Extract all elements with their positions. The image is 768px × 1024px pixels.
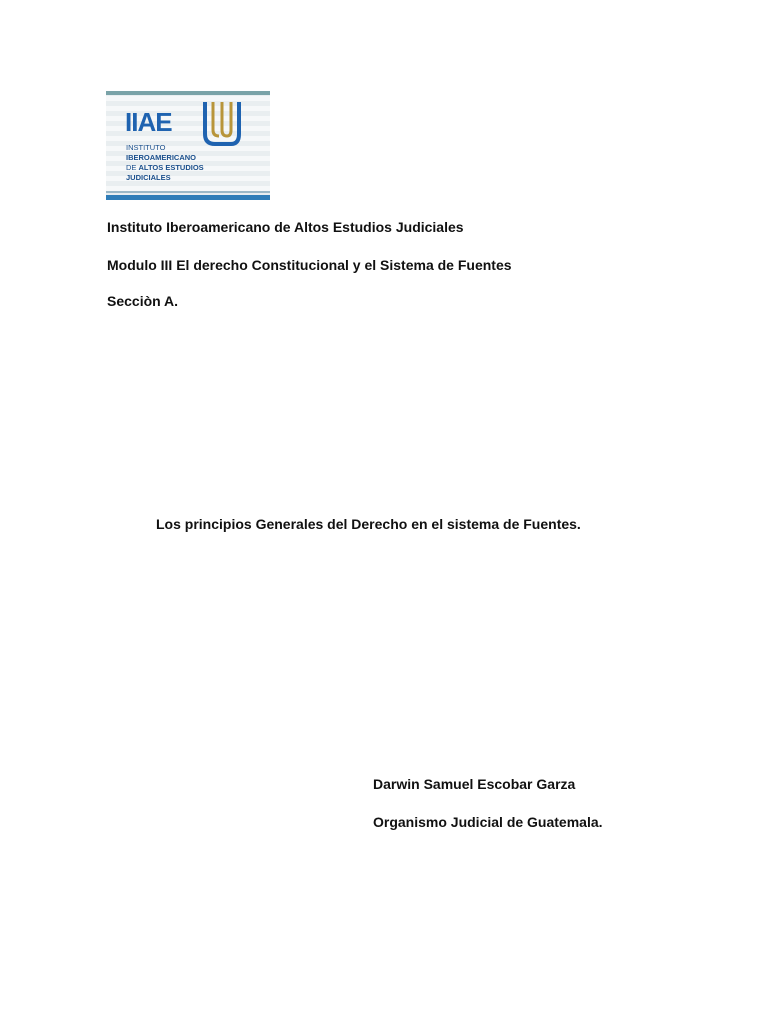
logo-line-3-prefix: DE bbox=[126, 163, 139, 172]
institute-logo bbox=[106, 91, 270, 200]
logo-jw-monogram-icon bbox=[201, 100, 241, 148]
institute-name: Instituto Iberoamericano de Altos Estudios Judiciales bbox=[107, 219, 464, 235]
logo-line-3 bbox=[126, 164, 204, 172]
logo-bottom-stripe bbox=[106, 195, 270, 200]
author-name: Darwin Samuel Escobar Garza bbox=[373, 776, 576, 792]
logo-bottom-stripe-light bbox=[106, 191, 270, 193]
logo-line-3-bold: ALTOS ESTUDIOS bbox=[138, 163, 204, 172]
logo-top-stripe bbox=[106, 91, 270, 95]
section-label: Secciòn A. bbox=[107, 293, 179, 309]
author-organization: Organismo Judicial de Guatemala. bbox=[373, 814, 603, 830]
logo-line-2: IBEROAMERICANO bbox=[126, 153, 197, 162]
module-title: Modulo III El derecho Constitucional y el Sistema de Fuentes bbox=[107, 257, 512, 273]
logo-acronym: IIAE bbox=[125, 107, 172, 137]
logo-line-1: INSTITUTO bbox=[126, 143, 166, 152]
document-title: Los principios Generales del Derecho en el sistema de Fuentes. bbox=[156, 516, 581, 532]
logo-line-4: JUDICIALES bbox=[126, 173, 171, 182]
